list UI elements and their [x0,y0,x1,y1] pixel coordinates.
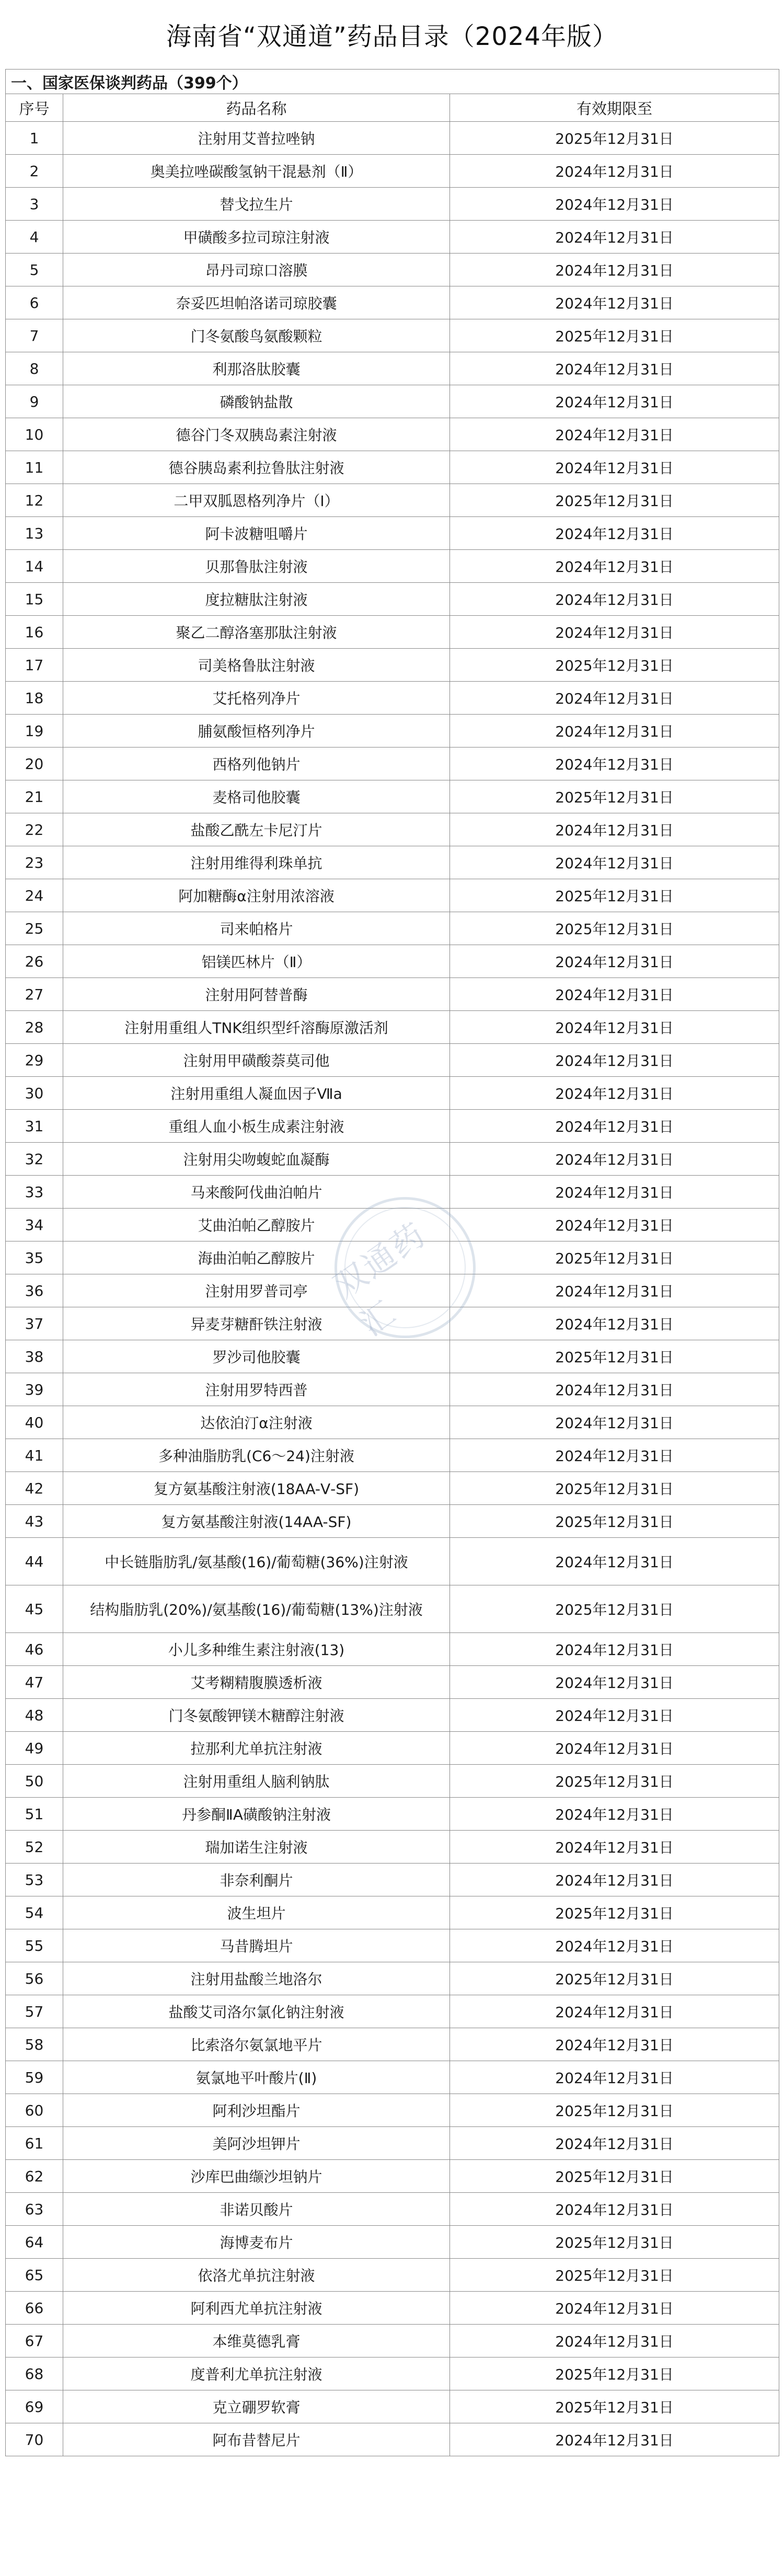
cell-index: 36 [6,1274,63,1307]
column-header-name: 药品名称 [63,94,450,122]
cell-expiry: 2025年12月31日 [450,1765,779,1798]
table-row [6,1011,779,1044]
cell-expiry: 2024年12月31日 [450,254,779,286]
cell-drug-name: 奥美拉唑碳酸氢钠干混悬剂（Ⅱ） [63,155,450,188]
table-row [6,1699,779,1732]
table-row [6,1110,779,1143]
cell-expiry: 2024年12月31日 [450,715,779,748]
watermark-text: 双通药汇 [326,1214,433,1344]
cell-expiry: 2024年12月31日 [450,1633,779,1666]
table-row [6,912,779,945]
table-row [6,945,779,978]
cell-drug-name: 铝镁匹林片（Ⅱ） [63,945,450,978]
cell-drug-name: 美阿沙坦钾片 [63,2127,450,2160]
cell-expiry: 2024年12月31日 [450,748,779,780]
cell-drug-name: 丹参酮ⅡA磺酸钠注射液 [63,1798,450,1831]
cell-drug-name: 异麦芽糖酐铁注射液 [63,1307,450,1340]
cell-index: 57 [6,1995,63,2028]
table-row [6,879,779,912]
table-row [6,517,779,550]
table-row [6,1373,779,1406]
cell-index: 12 [6,484,63,517]
cell-drug-name: 克立硼罗软膏 [63,2390,450,2423]
cell-index: 23 [6,846,63,879]
cell-expiry: 2024年12月31日 [450,517,779,550]
cell-index: 49 [6,1732,63,1765]
cell-drug-name: 二甲双胍恩格列净片（Ⅰ） [63,484,450,517]
cell-index: 4 [6,221,63,254]
cell-index: 2 [6,155,63,188]
cell-drug-name: 阿利西尤单抗注射液 [63,2292,450,2325]
table-row [6,1962,779,1995]
cell-drug-name: 注射用重组人脑利钠肽 [63,1765,450,1798]
cell-drug-name: 多种油脂肪乳(C6～24)注射液 [63,1439,450,1472]
cell-expiry: 2025年12月31日 [450,1472,779,1505]
cell-expiry: 2024年12月31日 [450,385,779,418]
table-row [6,1274,779,1307]
cell-expiry: 2024年12月31日 [450,1831,779,1864]
cell-drug-name: 脯氨酸恒格列净片 [63,715,450,748]
table-row [6,484,779,517]
cell-expiry: 2024年12月31日 [450,1373,779,1406]
cell-index: 15 [6,583,63,616]
cell-expiry: 2024年12月31日 [450,1176,779,1209]
cell-expiry: 2024年12月31日 [450,2061,779,2094]
table-row [6,649,779,682]
cell-index: 70 [6,2423,63,2456]
cell-index: 25 [6,912,63,945]
cell-drug-name: 马来酸阿伐曲泊帕片 [63,1176,450,1209]
table-row [6,1765,779,1798]
table-row [6,2028,779,2061]
cell-expiry: 2024年12月31日 [450,1439,779,1472]
cell-drug-name: 贝那鲁肽注射液 [63,550,450,583]
cell-expiry: 2024年12月31日 [450,1732,779,1765]
cell-index: 3 [6,188,63,221]
table-row [6,550,779,583]
cell-expiry: 2025年12月31日 [450,879,779,912]
cell-index: 43 [6,1505,63,1538]
cell-expiry: 2024年12月31日 [450,1699,779,1732]
cell-drug-name: 阿加糖酶α注射用浓溶液 [63,879,450,912]
cell-index: 18 [6,682,63,715]
cell-drug-name: 沙库巴曲缬沙坦钠片 [63,2160,450,2193]
cell-index: 46 [6,1633,63,1666]
cell-expiry: 2024年12月31日 [450,813,779,846]
cell-expiry: 2025年12月31日 [450,1585,779,1633]
cell-index: 56 [6,1962,63,1995]
cell-index: 37 [6,1307,63,1340]
table-row [6,715,779,748]
cell-index: 38 [6,1340,63,1373]
cell-expiry: 2024年12月31日 [450,1077,779,1110]
cell-index: 40 [6,1406,63,1439]
cell-expiry: 2024年12月31日 [450,846,779,879]
cell-expiry: 2024年12月31日 [450,1110,779,1143]
table-row [6,2193,779,2226]
table-row [6,1077,779,1110]
cell-expiry: 2024年12月31日 [450,583,779,616]
column-header-expiry: 有效期限至 [450,94,779,122]
table-row [6,1143,779,1176]
cell-index: 58 [6,2028,63,2061]
cell-drug-name: 注射用罗特西普 [63,1373,450,1406]
cell-drug-name: 瑞加诺生注射液 [63,1831,450,1864]
table-row [6,1633,779,1666]
table-row [6,1995,779,2028]
cell-drug-name: 本维莫德乳膏 [63,2325,450,2358]
cell-index: 21 [6,780,63,813]
table-row [6,2423,779,2456]
cell-drug-name: 海博麦布片 [63,2226,450,2259]
cell-expiry: 2025年12月31日 [450,912,779,945]
cell-index: 50 [6,1765,63,1798]
cell-drug-name: 盐酸乙酰左卡尼汀片 [63,813,450,846]
cell-drug-name: 注射用重组人凝血因子Ⅶa [63,1077,450,1110]
cell-index: 14 [6,550,63,583]
cell-expiry: 2024年12月31日 [450,2423,779,2456]
cell-drug-name: 替戈拉生片 [63,188,450,221]
table-row [6,221,779,254]
table-row [6,286,779,319]
table-row [6,122,779,155]
cell-drug-name: 艾曲泊帕乙醇胺片 [63,1209,450,1241]
cell-drug-name: 阿布昔替尼片 [63,2423,450,2456]
cell-drug-name: 注射用甲磺酸萘莫司他 [63,1044,450,1077]
table-row [6,748,779,780]
table-row [6,2325,779,2358]
table-row [6,1176,779,1209]
cell-drug-name: 结构脂肪乳(20%)/氨基酸(16)/葡萄糖(13%)注射液 [63,1585,450,1633]
cell-drug-name: 依洛尤单抗注射液 [63,2259,450,2292]
cell-expiry: 2024年12月31日 [450,682,779,715]
cell-drug-name: 利那洛肽胶囊 [63,352,450,385]
table-row [6,2226,779,2259]
cell-expiry: 2024年12月31日 [450,1929,779,1962]
cell-index: 28 [6,1011,63,1044]
cell-drug-name: 注射用罗普司亭 [63,1274,450,1307]
table-row [6,583,779,616]
cell-expiry: 2025年12月31日 [450,1241,779,1274]
cell-expiry: 2025年12月31日 [450,1896,779,1929]
table-row [6,1798,779,1831]
cell-drug-name: 非奈利酮片 [63,1864,450,1896]
cell-expiry: 2025年12月31日 [450,319,779,352]
table-row [6,1209,779,1241]
cell-index: 45 [6,1585,63,1633]
table-row [6,1929,779,1962]
cell-index: 41 [6,1439,63,1472]
cell-expiry: 2024年12月31日 [450,2292,779,2325]
column-header-index: 序号 [6,94,63,122]
drug-table [5,69,779,2456]
cell-index: 44 [6,1538,63,1585]
cell-expiry: 2025年12月31日 [450,2226,779,2259]
cell-index: 51 [6,1798,63,1831]
cell-index: 47 [6,1666,63,1699]
cell-index: 69 [6,2390,63,2423]
cell-expiry: 2024年12月31日 [450,1209,779,1241]
cell-index: 62 [6,2160,63,2193]
table-row [6,319,779,352]
cell-drug-name: 注射用盐酸兰地洛尔 [63,1962,450,1995]
cell-expiry: 2024年12月31日 [450,451,779,484]
cell-index: 20 [6,748,63,780]
cell-expiry: 2025年12月31日 [450,1962,779,1995]
table-row [6,1505,779,1538]
cell-index: 39 [6,1373,63,1406]
table-row [6,1406,779,1439]
table-row [6,2061,779,2094]
cell-expiry: 2024年12月31日 [450,155,779,188]
cell-drug-name: 奈妥匹坦帕洛诺司琼胶囊 [63,286,450,319]
table-row [6,418,779,451]
cell-drug-name: 昂丹司琼口溶膜 [63,254,450,286]
table-row [6,188,779,221]
table-row [6,978,779,1011]
table-row [6,2292,779,2325]
cell-drug-name: 注射用维得利珠单抗 [63,846,450,879]
cell-index: 13 [6,517,63,550]
cell-expiry: 2025年12月31日 [450,1505,779,1538]
table-row [6,1732,779,1765]
cell-expiry: 2025年12月31日 [450,2160,779,2193]
cell-expiry: 2024年12月31日 [450,1864,779,1896]
cell-expiry: 2024年12月31日 [450,1044,779,1077]
table-row [6,2094,779,2127]
cell-index: 10 [6,418,63,451]
cell-expiry: 2025年12月31日 [450,2094,779,2127]
cell-index: 48 [6,1699,63,1732]
cell-index: 52 [6,1831,63,1864]
cell-drug-name: 艾考糊精腹膜透析液 [63,1666,450,1699]
cell-index: 53 [6,1864,63,1896]
table-row [6,1831,779,1864]
table-row [6,1241,779,1274]
cell-expiry: 2024年12月31日 [450,2193,779,2226]
table-row [6,1864,779,1896]
cell-expiry: 2025年12月31日 [450,484,779,517]
cell-expiry: 2024年12月31日 [450,418,779,451]
table-row [6,616,779,649]
cell-expiry: 2024年12月31日 [450,1406,779,1439]
cell-expiry: 2024年12月31日 [450,188,779,221]
cell-index: 30 [6,1077,63,1110]
cell-drug-name: 艾托格列净片 [63,682,450,715]
table-row [6,385,779,418]
cell-index: 26 [6,945,63,978]
cell-expiry: 2025年12月31日 [450,122,779,155]
table-row [6,1472,779,1505]
cell-drug-name: 门冬氨酸钾镁木糖醇注射液 [63,1699,450,1732]
cell-expiry: 2024年12月31日 [450,550,779,583]
cell-expiry: 2024年12月31日 [450,1995,779,2028]
cell-index: 24 [6,879,63,912]
cell-drug-name: 德谷胰岛素利拉鲁肽注射液 [63,451,450,484]
cell-expiry: 2025年12月31日 [450,2259,779,2292]
table-row [6,2390,779,2423]
cell-index: 19 [6,715,63,748]
cell-index: 60 [6,2094,63,2127]
cell-expiry: 2024年12月31日 [450,1307,779,1340]
cell-expiry: 2024年12月31日 [450,286,779,319]
table-row [6,1307,779,1340]
cell-expiry: 2024年12月31日 [450,1538,779,1585]
cell-expiry: 2025年12月31日 [450,2390,779,2423]
table-row [6,1538,779,1585]
table-row [6,1585,779,1633]
cell-expiry: 2024年12月31日 [450,1011,779,1044]
cell-drug-name: 阿利沙坦酯片 [63,2094,450,2127]
cell-drug-name: 麦格司他胶囊 [63,780,450,813]
table-row [6,2160,779,2193]
cell-drug-name: 注射用阿替普酶 [63,978,450,1011]
cell-index: 17 [6,649,63,682]
cell-drug-name: 注射用重组人TNK组织型纤溶酶原激活剂 [63,1011,450,1044]
table-row [6,2259,779,2292]
cell-drug-name: 德谷门冬双胰岛素注射液 [63,418,450,451]
cell-index: 55 [6,1929,63,1962]
cell-expiry: 2024年12月31日 [450,1143,779,1176]
cell-drug-name: 西格列他钠片 [63,748,450,780]
cell-drug-name: 比索洛尔氨氯地平片 [63,2028,450,2061]
cell-drug-name: 盐酸艾司洛尔氯化钠注射液 [63,1995,450,2028]
table-row [6,780,779,813]
cell-index: 61 [6,2127,63,2160]
table-row [6,155,779,188]
cell-drug-name: 重组人血小板生成素注射液 [63,1110,450,1143]
cell-drug-name: 甲磺酸多拉司琼注射液 [63,221,450,254]
table-row [6,352,779,385]
cell-drug-name: 非诺贝酸片 [63,2193,450,2226]
table-row [6,1896,779,1929]
cell-drug-name: 门冬氨酸鸟氨酸颗粒 [63,319,450,352]
cell-index: 34 [6,1209,63,1241]
column-header-row [6,94,779,122]
cell-index: 64 [6,2226,63,2259]
cell-index: 11 [6,451,63,484]
table-row [6,254,779,286]
cell-index: 8 [6,352,63,385]
cell-drug-name: 海曲泊帕乙醇胺片 [63,1241,450,1274]
cell-index: 22 [6,813,63,846]
cell-expiry: 2024年12月31日 [450,978,779,1011]
document-title: 海南省“双通道”药品目录（2024年版） [166,22,618,51]
cell-expiry: 2024年12月31日 [450,2028,779,2061]
cell-expiry: 2024年12月31日 [450,221,779,254]
cell-expiry: 2025年12月31日 [450,649,779,682]
cell-drug-name: 马昔腾坦片 [63,1929,450,1962]
cell-index: 68 [6,2358,63,2390]
cell-drug-name: 复方氨基酸注射液(14AA-SF) [63,1505,450,1538]
cell-drug-name: 司来帕格片 [63,912,450,945]
cell-index: 67 [6,2325,63,2358]
cell-index: 29 [6,1044,63,1077]
cell-drug-name: 罗沙司他胶囊 [63,1340,450,1373]
cell-index: 16 [6,616,63,649]
cell-index: 65 [6,2259,63,2292]
cell-index: 54 [6,1896,63,1929]
cell-expiry: 2024年12月31日 [450,2127,779,2160]
cell-drug-name: 司美格鲁肽注射液 [63,649,450,682]
cell-drug-name: 中长链脂肪乳/氨基酸(16)/葡萄糖(36%)注射液 [63,1538,450,1585]
table-row [6,813,779,846]
cell-expiry: 2025年12月31日 [450,2358,779,2390]
cell-drug-name: 氨氯地平叶酸片(Ⅱ) [63,2061,450,2094]
cell-index: 59 [6,2061,63,2094]
cell-drug-name: 达依泊汀α注射液 [63,1406,450,1439]
cell-index: 63 [6,2193,63,2226]
cell-drug-name: 复方氨基酸注射液(18AA-Ⅴ-SF) [63,1472,450,1505]
cell-expiry: 2024年12月31日 [450,1798,779,1831]
cell-index: 33 [6,1176,63,1209]
section-header-row [6,70,779,94]
table-row [6,1044,779,1077]
table-row [6,1340,779,1373]
table-row [6,682,779,715]
cell-index: 35 [6,1241,63,1274]
cell-drug-name: 波生坦片 [63,1896,450,1929]
cell-index: 32 [6,1143,63,1176]
cell-index: 5 [6,254,63,286]
cell-drug-name: 聚乙二醇洛塞那肽注射液 [63,616,450,649]
cell-drug-name: 注射用艾普拉唑钠 [63,122,450,155]
cell-expiry: 2025年12月31日 [450,780,779,813]
cell-drug-name: 阿卡波糖咀嚼片 [63,517,450,550]
cell-index: 42 [6,1472,63,1505]
cell-drug-name: 注射用尖吻蝮蛇血凝酶 [63,1143,450,1176]
cell-expiry: 2024年12月31日 [450,945,779,978]
table-row [6,2358,779,2390]
table-row [6,1666,779,1699]
cell-drug-name: 小儿多种维生素注射液(13) [63,1633,450,1666]
cell-expiry: 2024年12月31日 [450,1274,779,1307]
cell-index: 1 [6,122,63,155]
table-row [6,2127,779,2160]
cell-index: 31 [6,1110,63,1143]
cell-index: 6 [6,286,63,319]
cell-expiry: 2024年12月31日 [450,1666,779,1699]
cell-expiry: 2024年12月31日 [450,352,779,385]
cell-drug-name: 度拉糖肽注射液 [63,583,450,616]
table-row [6,846,779,879]
section-title: 一、国家医保谈判药品（399个） [6,70,779,94]
cell-drug-name: 拉那利尤单抗注射液 [63,1732,450,1765]
cell-index: 7 [6,319,63,352]
cell-index: 66 [6,2292,63,2325]
cell-expiry: 2025年12月31日 [450,1340,779,1373]
cell-drug-name: 度普利尤单抗注射液 [63,2358,450,2390]
cell-expiry: 2024年12月31日 [450,616,779,649]
document [5,4,779,2456]
cell-index: 9 [6,385,63,418]
cell-index: 27 [6,978,63,1011]
table-row [6,1439,779,1472]
cell-drug-name: 磷酸钠盐散 [63,385,450,418]
table-row [6,451,779,484]
cell-expiry: 2024年12月31日 [450,2325,779,2358]
